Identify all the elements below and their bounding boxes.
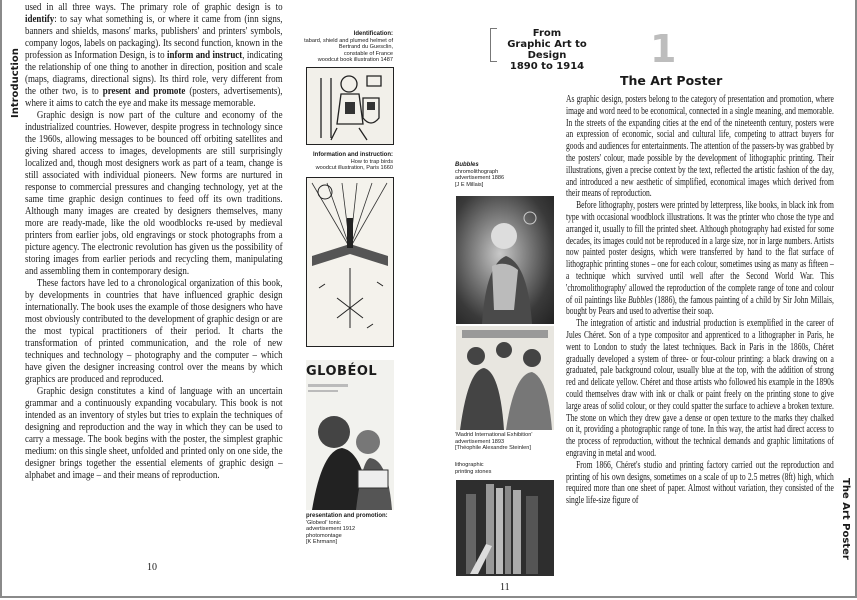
page-number-left: 10 bbox=[147, 562, 157, 573]
running-head-left: Introduction bbox=[10, 48, 21, 118]
caption-line: lithographic bbox=[455, 462, 484, 468]
chapter-number: 1 bbox=[650, 27, 677, 71]
text-run: Graphic design is now part of the culture and economy of the industrialized countries. However, despite progress in technology since the 1960s, allowing messages to be bounced off orbiting satellites and giving shared access to images, developments are still surprisingly localized and, though most designers work as part of a team, change is still associated with individual pioneers. New forms are nurtured in response to commercial pressures and changing technology, yet at the same time graphic design continues to feed off its own traditions. Although many images are created by designers themselves, many more are ready-made, like the old woodblocks re-used by medieval printers from earlier jobs, old engravings or stock photographs from a picture agency. The electronic revolution has given us the possibility of storing images from earlier periods and recycling them, manipulating and assembling them in contemporary design. bbox=[25, 110, 283, 277]
emphasis-text: identify bbox=[25, 14, 55, 25]
paragraph bbox=[566, 200, 834, 318]
paragraph bbox=[25, 386, 283, 482]
paragraph bbox=[25, 278, 283, 386]
text-run: , indicating the relationship of one thing to another in direction, position and scale (maps, diagrams, directional signs). Its third role, very different from the other two, is to bbox=[25, 50, 283, 97]
caption-line: advertisement 1893 bbox=[455, 438, 505, 445]
caption-heading: presentation and promotion: bbox=[306, 513, 388, 519]
caption-heading: Identification: bbox=[353, 31, 393, 37]
caption-madrid bbox=[455, 432, 560, 452]
woodcut-bird-trap-image bbox=[306, 177, 394, 347]
printing-stones-photo bbox=[456, 480, 554, 576]
paragraph bbox=[566, 318, 834, 460]
caption-heading: Bubbles bbox=[455, 162, 479, 168]
text-run: (posters, advertisements), where it aims to catch the eye and make its message memorable. bbox=[25, 86, 283, 109]
caption-identification bbox=[290, 31, 393, 64]
caption-line: woodcut book illustration 1487 bbox=[317, 57, 393, 64]
text-run: As graphic design, posters belong to the category of presentation and promotion, where image and word need to be economical, connected in a single meaning, and memorable. In the streets of the expanding cities at the end of the nineteenth century, posters were an expression of economic, social and cultural life, competing to attract buyers for goods and audiences for entertainments. The attention of the passers-by was grabbed by the posters' colour, made possible by the development of lithographic printing. Their illustrations, given a precise context by the text, reflected the artistic fashion of the day, and introduced a new aesthetic of simplified, economical images which derived from their means of reproduction. bbox=[566, 94, 834, 200]
text-run: Before lithography, posters were printed by letterpress, like books, in black ink from type with occasional woodblock illustrations. It was the printer who chose the type and arranged it, usually to fill the printed sheet. Although photography had existed for some decades, its images could not be reproduced in a large size, nor in large numbers. Artists now painted poster designs, which were transferred by hand to the flat surface of lithographic printing stones – one for each colour, sometimes using as many as fifteen – a technique which survived until well after the Second World War. This 'chromolithography' allowed the reproduction of the complete range of tone and colour of oil paintings like bbox=[566, 200, 834, 306]
page-number-right: 11 bbox=[500, 582, 510, 593]
caption-bubbles bbox=[455, 162, 550, 188]
caption-line: photomontage bbox=[306, 532, 342, 539]
caption-line: 'Globeol' tonic bbox=[306, 519, 341, 526]
caption-line: constable of France bbox=[343, 50, 393, 57]
caption-lithographic-stones bbox=[455, 462, 550, 475]
text-run: The integration of artistic and industrial production is exemplified in the career of Jules Chéret. Son of a type compositor and apprenticed to a lithographer in Paris, he went to London to study the latest techniques. Back in Paris in the 1860s, Chéret gradually developed a system of three- or four-colour printing: a black drawing on a graduated, pale background colour, usually blue at the top, with the addition of strong red and delicate yellow. Chéret and those artists who followed his example in the 1890s could themselves draw with ink or chalk or paint freely on the printing stone to give large areas of solid colour, or they could spatter the surface to achieve a broken texture. The stone on which they drew gave a dense or open texture to the marks they chalked on it, providing a photographic range of tone. In this way, the artist had direct access to the process of reproduction, without the technical demands and graphic limitations of engraving in metal and wood. bbox=[566, 318, 834, 459]
running-head-right: The Art Poster bbox=[840, 478, 851, 560]
caption-line: tabard, shield and plumed helmet of bbox=[304, 37, 393, 44]
right-body-text bbox=[566, 94, 834, 507]
text-run: From 1866, Chéret's studio and printing factory carried out the reproduction and printing of his own designs, sometimes on a scale of up to 2.5 metres (8ft) high, which required more than one sheet of paper. Almost without variation, they consisted of the single life-size figure of bbox=[566, 459, 834, 507]
text-run: (1886), the famous painting of a child by Sir John Millais, bought by Pears and used to advertise their soap. bbox=[566, 294, 834, 318]
text-run: Bubbles bbox=[628, 294, 653, 306]
caption-line: [J E Millais] bbox=[455, 181, 484, 188]
madrid-exhibition-poster-image bbox=[456, 326, 554, 430]
caption-line: chromolithograph bbox=[455, 168, 499, 175]
caption-information bbox=[290, 152, 393, 172]
caption-line: advertisement 1886 bbox=[455, 175, 505, 182]
paragraph bbox=[566, 460, 834, 507]
paragraph bbox=[566, 94, 834, 200]
paragraph bbox=[25, 110, 283, 278]
caption-line: advertisement 1912 bbox=[306, 526, 356, 533]
text-run: : to say what something is, or where it came from (inn signs, banners and shields, masons' marks, publishers' and printers' symbols, company logos, labels on packaging). Its second function, known in the profession as Information Design, is to bbox=[25, 14, 283, 61]
chapter-title-line: 1890 to 1914 bbox=[509, 61, 585, 72]
section-title: The Art Poster bbox=[620, 73, 723, 88]
caption-line: [K Ehrmann] bbox=[306, 539, 338, 546]
text-run: used in all three ways. The primary role of graphic design is to bbox=[25, 2, 283, 13]
woodcut-heraldry-image bbox=[306, 67, 394, 145]
chapter-title-line: From bbox=[532, 28, 562, 39]
chapter-title-line: Graphic Art to Design bbox=[507, 39, 587, 61]
caption-heading: Information and instruction: bbox=[313, 152, 393, 158]
globeol-poster-image bbox=[306, 360, 394, 510]
emphasis-text: present and promote bbox=[102, 86, 186, 97]
caption-line: How to trap birds bbox=[350, 158, 393, 165]
caption-line: [Théophile Alexandre Steinlen] bbox=[455, 445, 531, 452]
poster-title: GLOBÉOL bbox=[306, 364, 378, 379]
emphasis-text: inform and instruct bbox=[167, 50, 243, 61]
caption-presentation bbox=[306, 513, 406, 546]
paragraph bbox=[25, 2, 283, 110]
text-run: Graphic design constitutes a kind of language with an uncertain grammar and a continuously expanding vocabulary. This book is not intended as an inventory of styles but tries to explain the techniques of designing and reproduction and the way in which they can be used to carry a message. The book begins with the poster, the simplest graphic medium: on this single sheet, unfolded and printed only on one side, the designer brings together the essential elements of graphic design – alphabet and image – and their means of reproduction. bbox=[25, 386, 283, 481]
caption-line: printing stones bbox=[455, 468, 492, 475]
caption-line: woodcut illustration, Paris 1660 bbox=[315, 165, 393, 172]
chapter-title bbox=[490, 28, 603, 72]
text-run: These factors have led to a chronological organization of this book, by developments in countries that have influenced graphic design internationally. The book uses the example of those designers who have most obviously contributed to the development of graphic design or are the most typical practitioners of their period. It charts the transformation of printed communication, and the role of new techniques and technology – photography and the computer – which have given the designer increasing control over the means by which graphics are produced and reproduced. bbox=[25, 278, 283, 385]
caption-line: Bertrand du Guesclin, bbox=[338, 44, 393, 51]
bubbles-painting-image bbox=[456, 196, 554, 324]
caption-line: 'Madrid International Exhibition' bbox=[455, 432, 533, 438]
left-body-text bbox=[25, 2, 283, 482]
